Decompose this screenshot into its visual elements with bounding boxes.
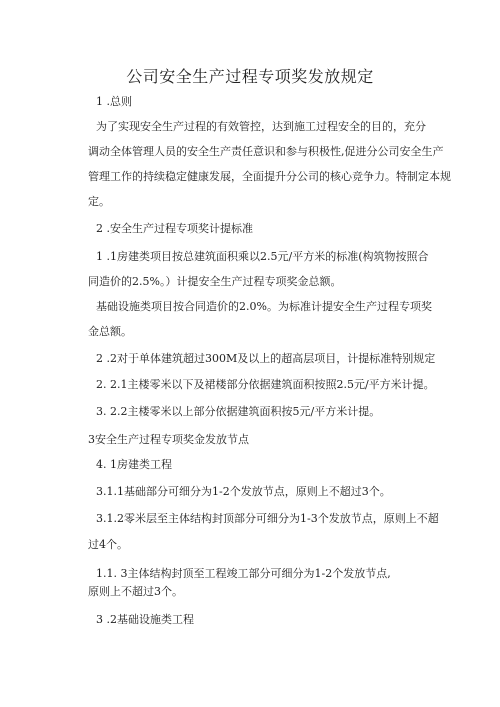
- paragraph-line: 2. 2.1主楼零米以下及裙楼部分依据建筑面积按照2.5元/平方米计提。: [96, 378, 435, 391]
- paragraph-line: 3.1.1基础部分可细分为1-2个发放节点，原则上不超过3个。: [96, 485, 391, 498]
- paragraph-line: 管理工作的持续稳定健康发展，全面提升分公司的核心竞争力。特制定本规: [88, 170, 451, 183]
- paragraph-line: 调动全体管理人员的安全生产责任意识和参与积极性,促进分公司安全生产: [88, 145, 444, 158]
- paragraph-line: 定。: [88, 195, 110, 208]
- paragraph-line: 1 .1房建类项目按总建筑面积乘以2.5元/平方米的标准(构筑物按照合: [96, 250, 429, 263]
- paragraph-line: 原则上不超过3个。: [88, 585, 183, 598]
- paragraph-line: 3.1.2零米层至主体结构封顶部分可细分为1-3个发放节点，原则上不超: [96, 512, 439, 525]
- section-heading-general: 1 .总则: [96, 95, 132, 108]
- paragraph-line: 过4个。: [88, 538, 128, 551]
- paragraph-line: 金总额。: [88, 325, 132, 338]
- document-title: 公司安全生产过程专项奖发放规定: [126, 67, 374, 86]
- paragraph-line: 为了实现安全生产过程的有效管控，达到施工过程安全的目的，充分: [96, 120, 426, 133]
- paragraph-line: 2 .2对于单体建筑超过300M及以上的超高层项目，计提标准特别规定: [96, 352, 436, 365]
- section-heading-standard: 2 .安全生产过程专项奖计提标准: [96, 222, 253, 235]
- section-heading-nodes: 3安全生产过程专项奖金发放节点: [88, 433, 249, 446]
- paragraph-line: 同造价的2.5%。）计提安全生产过程专项奖金总额。: [88, 275, 342, 288]
- paragraph-line: 1.1. 3主体结构封顶至工程竣工部分可细分为1-2个发放节点,: [96, 567, 391, 580]
- paragraph-line: 3. 2.2主楼零米以上部分依据建筑面积按5元/平方米计提。: [96, 405, 381, 418]
- paragraph-line: 基础设施类项目按合同造价的2.0%。为标准计提安全生产过程专项奖: [96, 300, 432, 313]
- subsection-heading: 3 .2基础设施类工程: [96, 613, 194, 626]
- subsection-heading: 4. 1房建类工程: [96, 458, 172, 471]
